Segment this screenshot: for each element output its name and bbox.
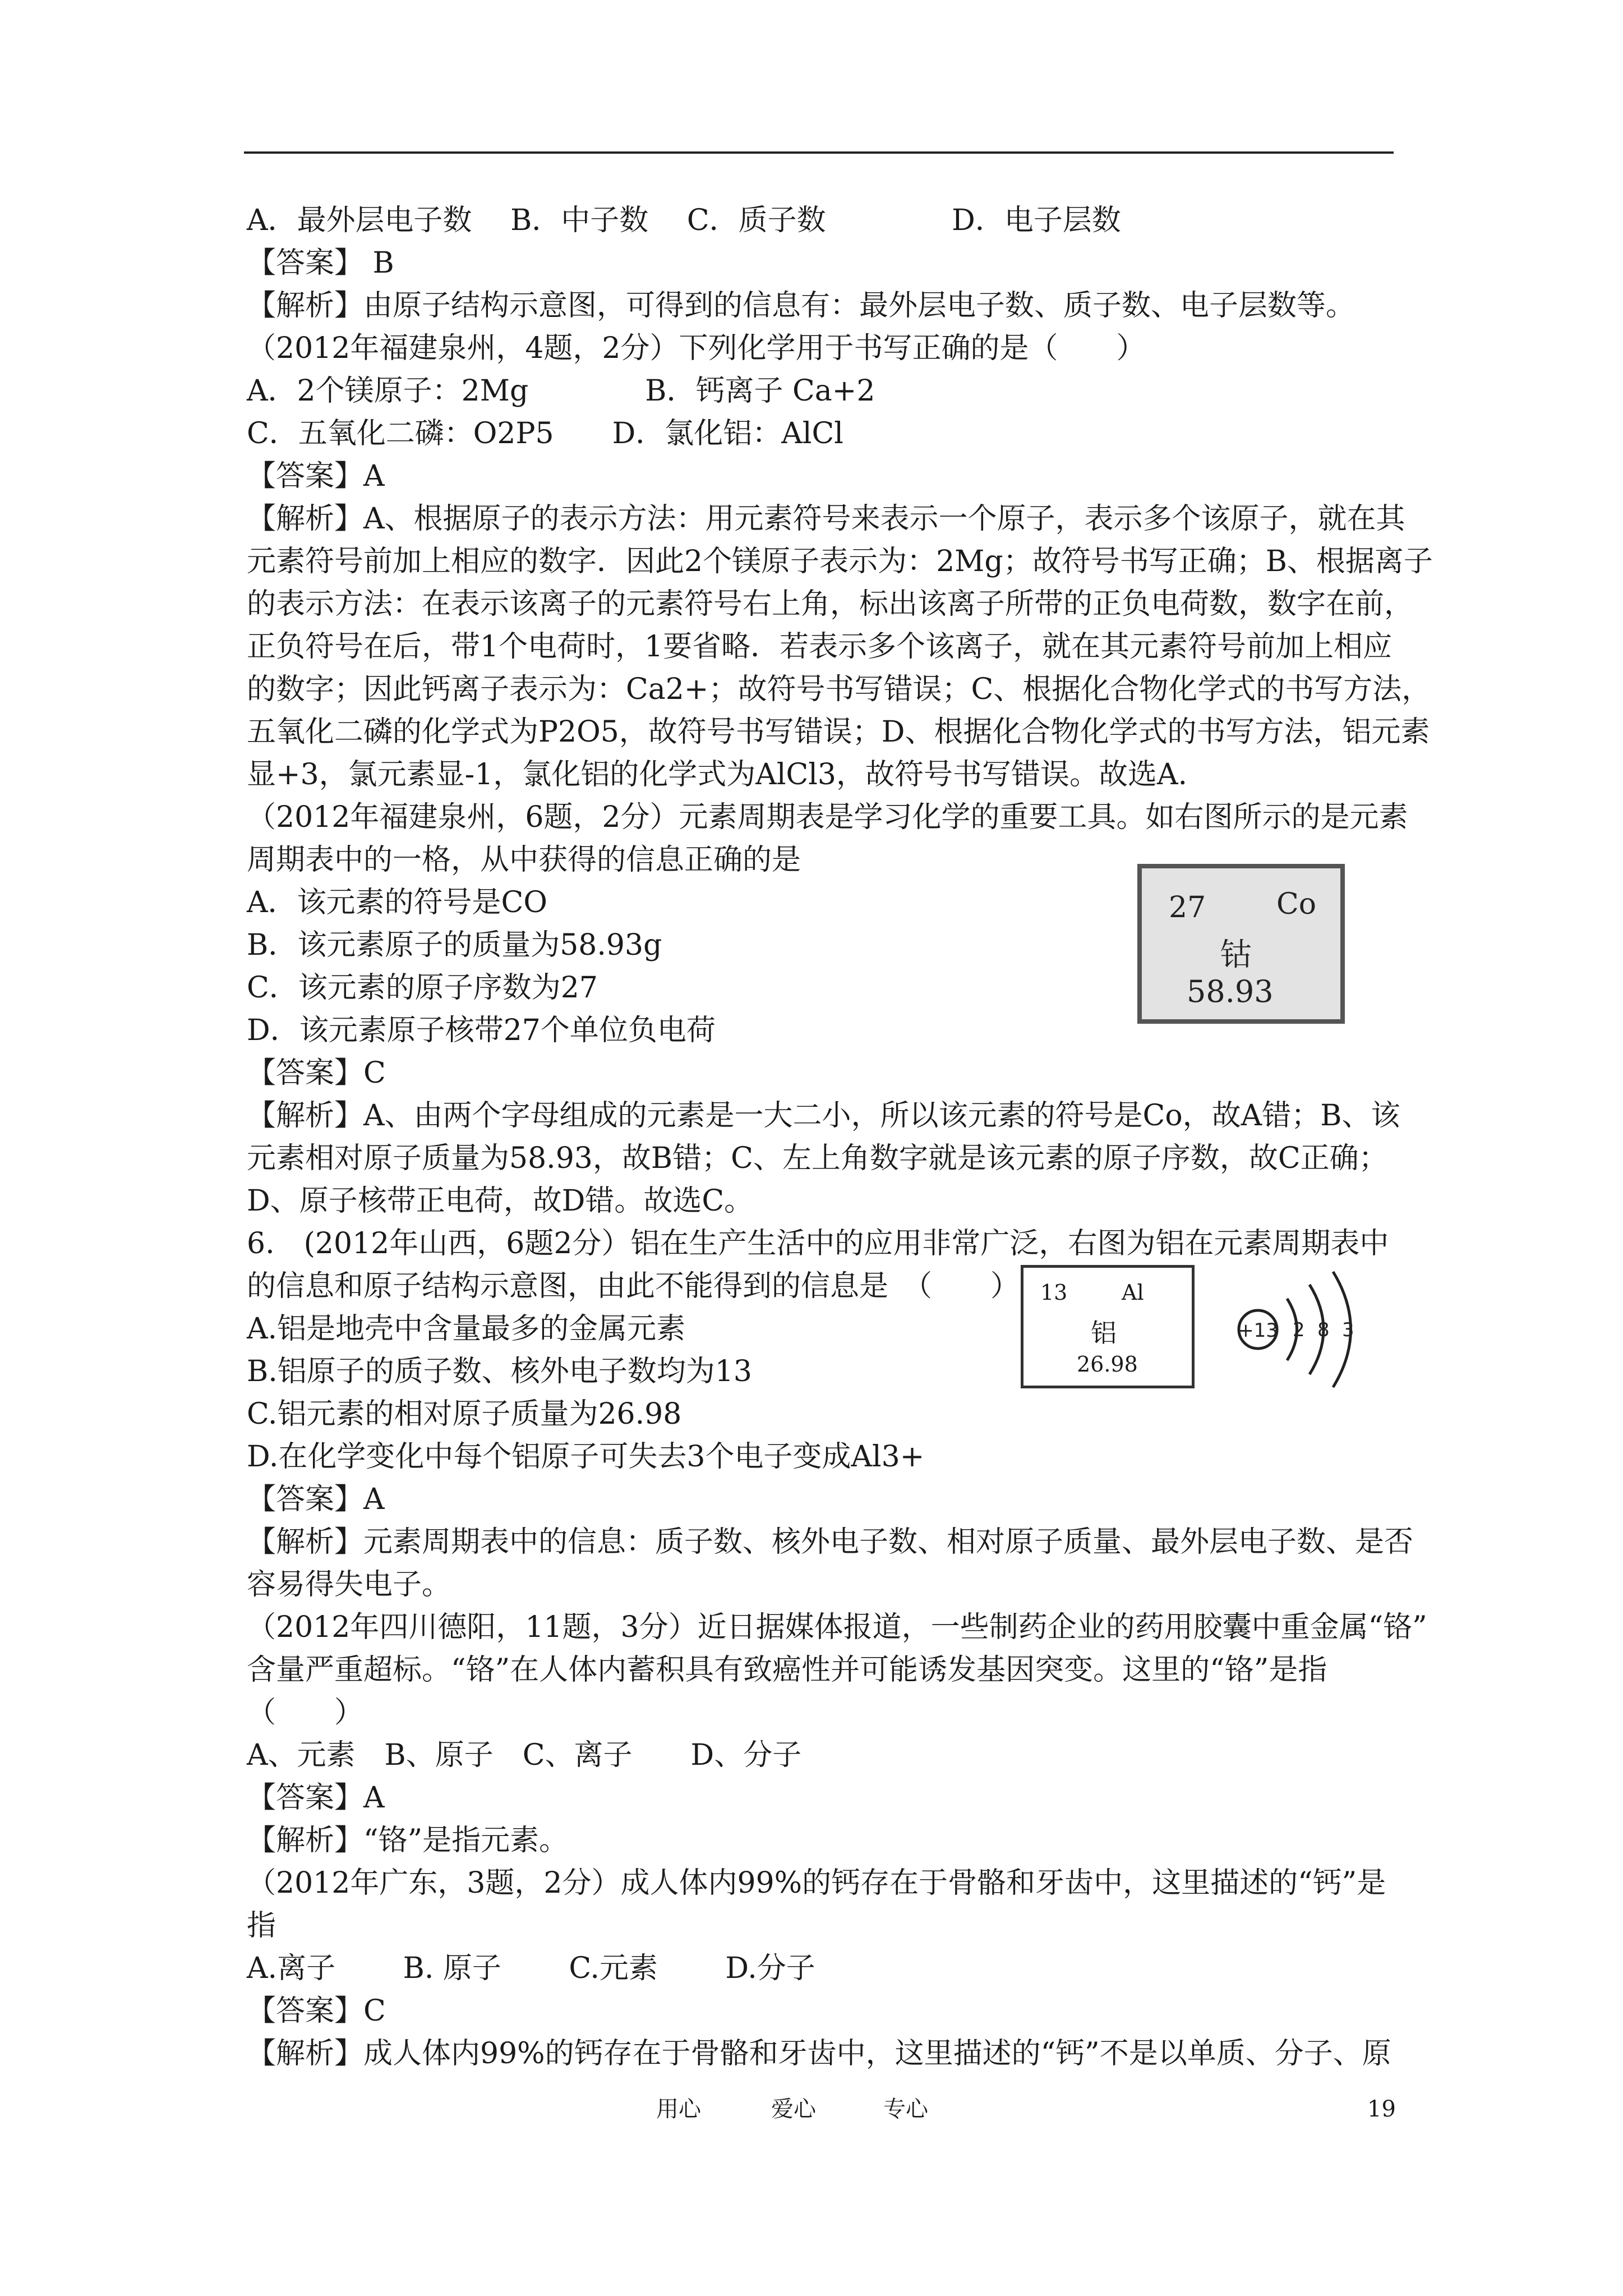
- cobalt-number: 27: [1169, 891, 1206, 924]
- text-line: 显+3，氯元素显-1，氯化铝的化学式为AlCl3，故符号书写错误。故选A.: [247, 758, 1188, 792]
- aluminum-symbol: Al: [1122, 1280, 1144, 1305]
- text-line: D.在化学变化中每个铝原子可失去3个电子变成Al3+: [247, 1440, 925, 1474]
- text-line: 的表示方法：在表示该离子的元素符号右上角，标出该离子所带的正负电荷数，数字在前，: [247, 587, 1414, 621]
- text-line: （ ）: [247, 1696, 364, 1729]
- aluminum-name: 铝: [1091, 1318, 1117, 1348]
- text-line: 元素符号前加上相应的数字．因此2个镁原子表示为：2Mg；故符号书写正确；B、根据离子: [247, 545, 1433, 578]
- aluminum-element-cell: [1021, 1265, 1195, 1388]
- text-line: B．该元素原子的质量为58.93g: [247, 928, 662, 962]
- aluminum-mass: 26.98: [1077, 1352, 1138, 1377]
- header-rule: [244, 151, 1394, 154]
- text-line: 6. (2012年山西，6题2分）铝在生产生活中的应用非常广泛，右图为铝在元素周期表中: [247, 1227, 1389, 1260]
- text-line: A、元素 B、原子 C、离子 D、分子: [247, 1738, 802, 1772]
- text-line: （2012年福建泉州，4题，2分）下列化学用于书写正确的是（ ）: [247, 332, 1146, 365]
- text-line: 【答案】C: [247, 1056, 386, 1090]
- text-line: 【答案】A: [247, 459, 385, 493]
- page-number: 19: [1367, 2096, 1396, 2122]
- text-line: 周期表中的一格，从中获得的信息正确的是: [247, 843, 801, 877]
- text-line: A.铝是地壳中含量最多的金属元素: [247, 1312, 686, 1346]
- text-line: 【解析】A、由两个字母组成的元素是一大二小，所以该元素的符号是Co，故A错；B、该: [247, 1099, 1400, 1133]
- cobalt-mass: 58.93: [1187, 974, 1274, 1009]
- text-line: D．该元素原子核带27个单位负电荷: [247, 1014, 716, 1047]
- text-line: A．2个镁原子：2Mg B．钙离子 Ca+2: [247, 374, 875, 408]
- text-line: 【答案】A: [247, 1781, 385, 1815]
- text-line: 【解析】“铬”是指元素。: [247, 1824, 569, 1857]
- text-line: C．该元素的原子序数为27: [247, 971, 598, 1005]
- text-line: C.铝元素的相对原子质量为26.98: [247, 1397, 682, 1431]
- cobalt-name: 钴: [1220, 937, 1252, 973]
- text-line: 的信息和原子结构示意图，由此不能得到的信息是 （ ）: [247, 1269, 1020, 1303]
- text-line: 指: [247, 1909, 276, 1943]
- footer-text-3: 专心: [883, 2096, 928, 2122]
- text-line: 【解析】元素周期表中的信息：质子数、核外电子数、相对原子质量、最外层电子数、是否: [247, 1525, 1414, 1559]
- aluminum-atom-structure-diagram: [1231, 1265, 1377, 1394]
- text-line: 【解析】A、根据原子的表示方法：用元素符号来表示一个原子，表示多个该原子，就在其: [247, 502, 1405, 536]
- document-body: [247, 199, 1433, 2075]
- cobalt-symbol: Co: [1276, 887, 1317, 921]
- footer-text-1: 用心: [656, 2096, 701, 2122]
- text-line: C．五氧化二磷：O2P5 D．氯化铝：AlCl: [247, 417, 843, 450]
- text-line: 五氧化二磷的化学式为P2O5，故符号书写错误；D、根据化合物化学式的书写方法，铝元素: [247, 715, 1430, 749]
- text-line: 【解析】由原子结构示意图，可得到的信息有：最外层电子数、质子数、电子层数等。: [247, 289, 1355, 323]
- text-line: A．该元素的符号是CO: [247, 886, 547, 919]
- text-line: A．最外层电子数 B．中子数 C．质子数 D．电子层数: [247, 204, 1121, 237]
- text-line: 【答案】A: [247, 1483, 385, 1516]
- text-line: 正负符号在后，带1个电荷时，1要省略．若表示多个该离子，就在其元素符号前加上相应: [247, 630, 1393, 664]
- text-line: 的数字；因此钙离子表示为：Ca2+；故符号书写错误；C、根据化合物化学式的书写方法，: [247, 673, 1431, 706]
- aluminum-number: 13: [1040, 1280, 1068, 1305]
- text-line: B.铝原子的质子数、核外电子数均为13: [247, 1355, 752, 1388]
- cobalt-element-cell: [1137, 864, 1345, 1024]
- text-line: D、原子核带正电荷，故D错。故选C。: [247, 1184, 754, 1218]
- text-line: （2012年广东，3题，2分）成人体内99%的钙存在于骨骼和牙齿中，这里描述的“钙”是: [247, 1866, 1386, 1900]
- footer-text-2: 爱心: [771, 2096, 816, 2122]
- text-line: 容易得失电子。: [247, 1568, 451, 1602]
- text-line: A.离子 B. 原子 C.元素 D.分子: [247, 1952, 815, 1985]
- text-line: 【答案】C: [247, 1994, 386, 2028]
- text-line: 元素相对原子质量为58.93，故B错；C、左上角数字就是该元素的原子序数，故C正确；: [247, 1142, 1388, 1175]
- text-line: 含量严重超标。“铬”在人体内蓄积具有致癌性并可能诱发基因突变。这里的“铬”是指: [247, 1653, 1327, 1687]
- text-line: （2012年福建泉州，6题，2分）元素周期表是学习化学的重要工具。如右图所示的是元素: [247, 800, 1408, 834]
- shell-2-count: 8: [1317, 1319, 1330, 1341]
- shell-3-count: 3: [1342, 1319, 1354, 1341]
- text-line: （2012年四川德阳，11题，3分）近日据媒体报道，一些制药企业的药用胶囊中重金属“铬”: [247, 1611, 1427, 1644]
- text-line: 【解析】成人体内99%的钙存在于骨骼和牙齿中，这里描述的“钙”不是以单质、分子、原: [247, 2037, 1391, 2070]
- shell-1-count: 2: [1293, 1319, 1305, 1341]
- nucleus-charge: +13: [1238, 1319, 1278, 1342]
- text-line: 【答案】 B: [247, 246, 394, 280]
